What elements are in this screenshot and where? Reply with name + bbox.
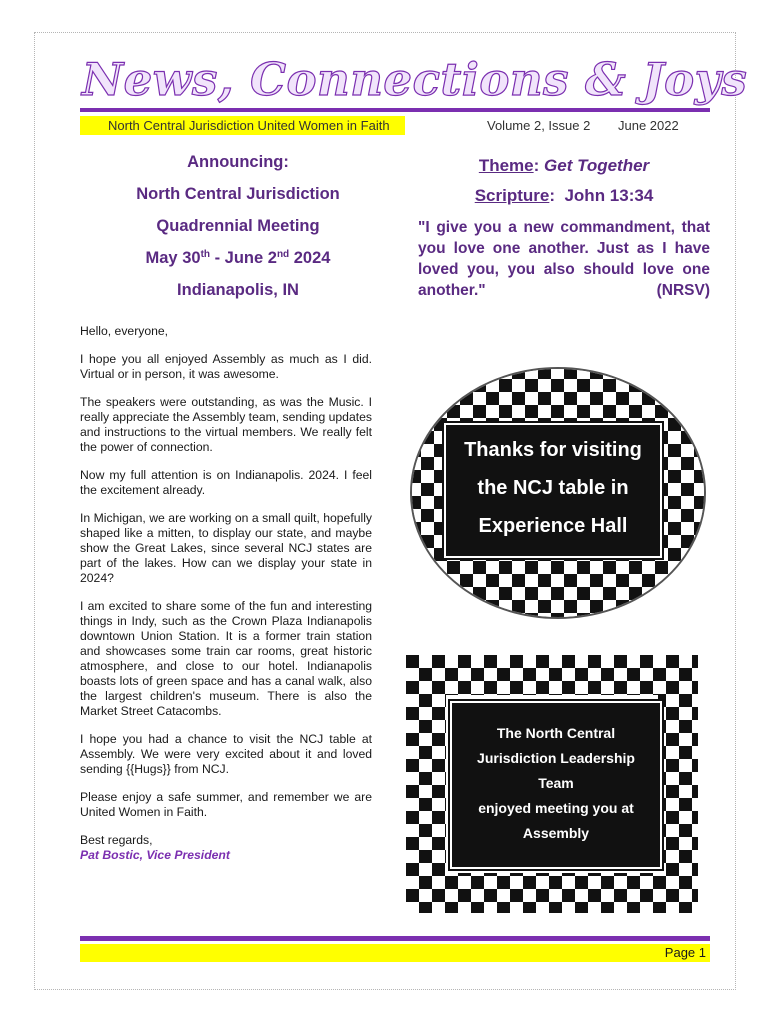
scripture-label: Scripture	[474, 186, 550, 205]
subheader-bar	[80, 116, 710, 135]
letter-signature: Pat Bostic, Vice President	[80, 848, 230, 862]
letter-paragraph: Please enjoy a safe summer, and remember we are United Women in Faith.	[80, 790, 372, 819]
scripture-value: John 13:34	[564, 186, 654, 205]
theme-block	[418, 151, 710, 301]
scripture-quote	[418, 217, 710, 301]
sign-line: Jurisdiction Leadership	[477, 750, 635, 766]
issue-date: June 2022	[618, 118, 679, 133]
quote-version: (NRSV)	[656, 282, 710, 299]
dates-start: May 30	[145, 249, 201, 267]
letter-paragraph: The speakers were outstanding, as was the Music. I really appreciate the Assembly team, sending updates and instructions to the virtual members. We really felt the power of connection.	[80, 395, 372, 454]
sign-line: The North Central	[496, 725, 616, 741]
dates-year: 2024	[289, 249, 331, 267]
footer-rule	[80, 936, 710, 941]
quote-text: "I give you a new commandment, that you love one another. Just as I have loved you, you also should love one another."	[418, 219, 710, 299]
announcement-event: Quadrennial Meeting	[156, 217, 320, 235]
theme-value: Get Together	[544, 156, 650, 175]
footer-bar	[80, 944, 710, 962]
volume-issue: Volume 2, Issue 2	[487, 118, 591, 133]
letter-paragraph: In Michigan, we are working on a small quilt, hopefully shaped like a mitten, to display our state, and maybe show the Great Lakes, since several NCJ states are part of the lakes. How can we display your state in 2024?	[80, 511, 372, 585]
dates-end-sup: nd	[276, 249, 290, 260]
dates-sep: - June 2	[210, 249, 277, 267]
announcement-block	[82, 146, 394, 306]
sign-line: enjoyed meeting you at	[478, 800, 634, 816]
theme-line: Theme: Get Together	[478, 156, 650, 175]
sign-line: Experience Hall	[478, 515, 628, 537]
scripture-line: Scripture: John 13:34	[474, 186, 654, 205]
letter-paragraph: I am excited to share some of the fun and interesting things in Indy, such as the Crown Plaza Indianapolis downtown Union Station. It is a former train station and showcases some train car rooms, great historic atmosphere, and close to our hotel. Indianapolis boasts lots of green space and has a canal walk, also the largest children's museum. There is also the Market Street Catacombs.	[80, 599, 372, 718]
organization-name: North Central Jurisdiction United Women in Faith	[108, 118, 390, 133]
letter-paragraph: Now my full attention is on Indianapolis. 2024. I feel the excitement already.	[80, 468, 372, 497]
letter-paragraph: I hope you all enjoyed Assembly as much as I did. Virtual or in person, it was awesome.	[80, 352, 372, 381]
leadership-team-sign	[452, 703, 660, 867]
theme-label: Theme	[478, 156, 534, 175]
president-letter	[80, 324, 372, 876]
letter-closing: Best regards,	[80, 833, 153, 847]
masthead-rule	[80, 108, 710, 112]
announcement-org: North Central Jurisdiction	[136, 185, 340, 203]
dates-start-sup: th	[200, 249, 211, 260]
announcement-location: Indianapolis, IN	[177, 281, 299, 299]
masthead-title: News, Connections & Joys	[82, 53, 748, 106]
thanks-for-visiting-sign	[446, 425, 660, 556]
announcement-dates	[82, 242, 394, 274]
sign-line: Assembly	[522, 825, 590, 841]
announcement-heading: Announcing:	[187, 153, 289, 171]
sign-line: the NCJ table in	[477, 477, 629, 499]
letter-greeting: Hello, everyone,	[80, 324, 169, 338]
letter-paragraph: I hope you had a chance to visit the NCJ table at Assembly. We were very excited about it and loved sending {{Hugs}} from NCJ.	[80, 732, 372, 776]
sign-line: Thanks for visiting	[464, 439, 642, 461]
sign-line: Team	[538, 775, 574, 791]
page-number: Page 1	[664, 945, 706, 960]
